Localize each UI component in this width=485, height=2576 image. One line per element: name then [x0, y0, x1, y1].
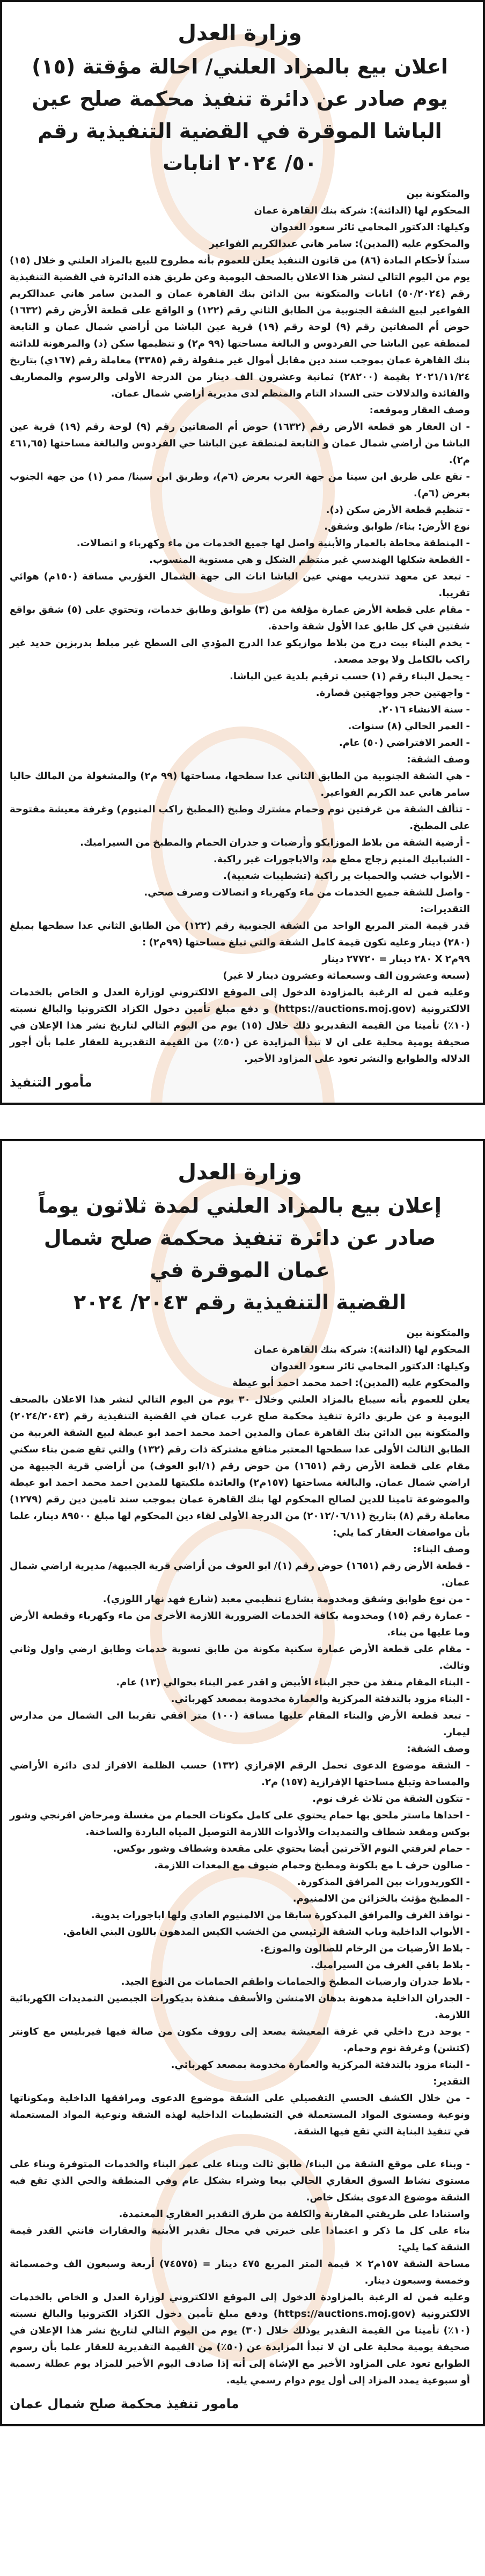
bullet-item: - تبعد قطعة الأرض والبناء المقام عليها مسافة (١٠٠) متر افقي تقريبا الى الشمال من مدارس ليمار. — [10, 1710, 471, 1738]
bullet-item: - الأبواب الداخلية وباب الشقة الرئيسي من الخشب الكيس المدهون باللون البني الغامق. — [63, 1926, 470, 1937]
paragraph: - وبناء على موقع الشقة من البناء/ طابق ثالث وبناء على عمر البناء والخدمات المتوفرة وبناء على مستوى نشاط السوق العقاري الحالي بيعا وشراء بشكل عام وفي المنطقة والحي الذي تقع فيه الشقة موضوع الدعوى بشكل خاص. — [10, 2159, 470, 2203]
section-heading: التقدير: — [433, 2076, 470, 2087]
bullet-item: - الشقة موضوع الدعوى تحمل الرقم الإفرازي (١٣٢) حسب الظلمة الافراز لدى دائرة الأراضي والمساحة وتبلغ مساحتها الإفرازية (١٥٧) م٢. — [10, 1760, 471, 1788]
bullet-item: - احداها ماستر ملحق بها حمام يحتوي على كامل مكونات الحمام من مغسلة ومرحاض افرنجي وشور بوكس ومقعد شطاف والتمديدات والأدوات اللازمة التوصيل المياه الباردة والساخنة. — [10, 1810, 470, 1838]
title-line: القضية التنفيذية رقم ٢٠٤٣/ ٢٠٢٤ — [73, 1290, 406, 1314]
paragraph: المحكوم لها (الدائنة): شركة بنك القاهرة عمان — [254, 1344, 470, 1355]
section-heading: وصف البناء: — [413, 1544, 470, 1555]
bullet-item: - بلاط باقي الغرف من السيراميك. — [310, 1959, 470, 1971]
paragraph: وعليه فمن له الرغبة بالمزاودة الدخول إلى الموقع الالكتروني لوزارة العدل و الخاص بالخدمات الالكترونية (https://auctions.moj.gov) و دفع مبلغ تأمين دخول الكزاد الكترونيا والبالغ نسبته (١٠٪) تأمينا من القيمة التقديريو ذلك خلال (١٥) يوم من اليوم التالي لتاريخ نشر هذا الإعلان في صحيفة يومية محلية على ان لا تبدأ المزايدة عن (٥٠٪) من القيمة التقديرية للعقار علما بأن أجور الدلاله والطوابع والنشر تعود على المزاود الأخير. — [10, 987, 471, 1065]
bullet-item: - يحمل البناء رقم (١) حسب ترقيم بلدية عين الباشا. — [230, 671, 470, 682]
bullet-item: - البناء مزود بالتدفئة المركزية والعمارة مخدومة بمصعد كهربائي. — [171, 1693, 470, 1705]
bullet-item: - تتكون الشقة من ثلاث غرف نوم. — [312, 1793, 470, 1804]
bullet-item: - العمر الافتراضي (٥٠) عام. — [339, 737, 470, 748]
bullet-item: - مقام على قطعة الأرض عمارة سكنية مكونة من طابق تسوية خدمات وطابق ارضي واول وثاني وثالث. — [10, 1643, 470, 1671]
bullet-item: - البناء مزود بالتدفئة المركزية والعمارة مخدومة بمصعد كهربائي. — [171, 2059, 470, 2071]
notice-title — [10, 1190, 470, 1318]
bullet-item: - حمام لغرفتي النوم الآخرتين أيضا يحتوي على مقعدة وشطاف وشور بوكس. — [113, 1843, 470, 1854]
paragraph: بناء على كل ما ذكر و اعتمادا على خبرتي في مجال تقدير الأبنية والعقارات فانني القدر قيمة الشقة كما يلي: — [10, 2225, 470, 2253]
bullet-item: - صالون حرف L مع بلكونة ومطبخ وحمام ضيوف مع المعدات اللازمة. — [154, 1860, 470, 1871]
bullet-item: - البناء المقام منفذ من حجر البناء الأبيض و اقدر عمر البناء بحوالي (١٣) عام. — [116, 1677, 470, 1688]
ministry-heading: وزارة العدل — [178, 1160, 302, 1185]
paragraph: والمتكونة بين — [406, 1327, 470, 1339]
paragraph: سنداً لأحكام المادة (٨٦) من قانون التنفيذ يعلن للعموم بأنه مطروح للبيع بالمزاد العلني و خلال (١٥) يوم من اليوم التالي لنشر هذا الاعلان بالصحف اليومية وعن طريق هذه الدائرة في القضية التنفيذية رقم (٥٠/٢٠٢٤) انابات والمتكونة بين الدائن بنك القاهرة عمان و المدين سامر هاني عبدالكريم الفواعير لبيع الشقة الجنوبية من الطابق الثاني رقم (١٢٢) و الواقع على قطعة الأرض رقم (١٦٣٢) حوض أم الصفاتين رقم (٩) لوحة رقم (١٩) قرية عين الباشا من أراضي شمال عمان و التابعة لمنطقة عين الباشا حي الفردوس و البالغة مساحتها (٩٩ م٢) و تنظيمها سكن (د) والمرهونة للدائنة بنك القاهرة عمان بموجب سند دين مقابل أموال غير منقولة رقم (٣٣٨٥) معاملة رقم (١٦٧ي) بتاريخ ٢٠٢١/١١/٢٤ بقيمة (٢٨٢٠٠) ثمانية وعشرون الف دينار من الدرجة الأولى والرسوم والمصاريف والفائدة والدلالات حتى السداد التام والمنظم لدى مديرية أراضي شمال عمان. — [10, 255, 471, 399]
bullet-item: - واجهتين حجر وواجهتين قصارة. — [315, 687, 470, 699]
ministry-heading: وزارة العدل — [178, 21, 302, 46]
title-line: عمان الموقرة في — [150, 1258, 330, 1282]
paragraph: والمحكوم عليه (المدين): سامر هاني عبدالكريم الفواعير — [209, 238, 470, 249]
bullet-item: - سنة الانشاء ٢٠١٦. — [378, 704, 470, 715]
title-line: صادر عن دائرة تنفيذ محكمة صلح شمال — [43, 1226, 436, 1250]
bullet-item: - يخدم البناء بيت درج من بلاط موازيكو عدا الدرج المؤدي الى السطح غير مبلط بدربزين حديد غير راكب بالكامل ولا يوجد مصعد. — [10, 637, 470, 665]
paragraph: يعلن للعموم بأنه سيباع بالمزاد العلني وخلال ٣٠ يوم من اليوم التالي لنشر هذا الاعلان بالصحف اليومية و عن طريق دائرة تنفيذ محكمة صلح غرب عمان في القضية التنفيذية رقم (٢٠٢٤/٢٠٤٣) والمتكونة بين الدائن بنك القاهرة عمان والمدين احمد محمد احمد ابو عيطة لبيع الشقة الغربية من الطابق الثالث الأولى عدا سطحها المعتبر منافع مشتركة ذات رقم (١٣٢) والتي تقع ضمن بناء سكني مقام على قطعة الأرض رقم (١٦٥١) من حوض رقم (١/ابو العوف) من أراضي قرية الجبيهة من اراضي شمال عمان. والبالغة مساحتها (١٥٧م٢) والعائدة ملكيتها للمدين احمد محمد احمد ابو عيطة والموضوعة تامينا للدين لصالح المحكوم لها بنك القاهرة عمان بموجب سند تامين دين رقم (١٢٧٩) معاملة رقم (٨) بتاريخ (٢٠١٢/٠٦/١١) من الدرجة الأولى لقاء دين المحكوم لها مبلغ ٨٩٥٠٠ دينار، علما بأن مواصفات العقار كما يلي: — [10, 1394, 471, 1538]
bullet-item: - القطعة شكلها الهندسي غير منتظم الشكل و هي مستوية المنسوب. — [149, 554, 470, 566]
bullet-item: - الأبواب خشب والحميات ير راكبة (تشطيبات شعبية). — [223, 870, 470, 882]
bullet-item: - بلاط الأرضيات من الرخام للصالون والموزع. — [260, 1943, 470, 1954]
title-line: الباشا الموقرة في القضية التنفيذية رقم — [38, 119, 442, 143]
title-line: يوم صادر عن دائرة تنفيذ محكمة صلح عين — [32, 87, 448, 111]
paragraph: قدر قيمة المتر المربع الواحد من الشقة الجنوبية رقم (١٢٢) من الطابق الثاني عدا سطحها بمبلغ (٢٨٠) دينار وعليه تكون قيمة كامل الشقة والتي تبلغ مساحتها (٩٩م٢) : — [10, 920, 470, 948]
bullet-item: - ان العقار هو قطعة الأرض رقم (١٦٣٢) حوض أم الصفاتين رقم (٩) لوحة رقم (١٩) قرية عين الباشا من أراضي شمال عمان و التابعة لمنطقة عين الباشا حي الفردوس والبالغة مساحتها (٤٦١,٦٥ م٢). — [10, 421, 470, 466]
section-heading: وصف العقار وموقعه: — [369, 405, 470, 416]
paragraph: واستنادا على طريقتي المقارنة والكلفة من طرق التقدير العقاري المعتمدة. — [119, 2208, 470, 2220]
section-heading: وصف الشقة: — [407, 754, 470, 765]
paragraph: وعليه فمن له الرغبة بالمزاودة الدخول إلى الموقع الالكتروني لوزارة العدل و الخاص بالخدمات الالكترونية (https://auctions.moj.gov) ودفع مبلغ تأمين دخول الكزاد الكترونيا والبالغ نسبته (١٠٪) تأمينا من القيمة التقدير يوذلك خلال (٣٠) يوم من اليوم التالي لتاريخ نشر هذا الإعلان في صحيفة يومية محلية على ان لا تبدأ المزايدة عن (٥٠٪) من القيمة التقديرية للعقار علما بأن رسوم الطوابع تعود على المزاود الأخير مع الإشاة إلى أنه إذا صادف اليوم الأخير للمزاد يوم عطلة رسمية أو سبوعية يمدد المزاد إلى أول يوم دوام رسمي يليه. — [10, 2292, 471, 2386]
section-heading: وصف الشقة: — [407, 1743, 470, 1755]
bullet-item: - من خلال الكشف الحسي التفصيلي على الشقة موضوع الدعوى ومرافقها الداخلية ومكوناتها ونوعية ومستوى المواد المستعملة في التشطيبات الداخلية لهذه الشقة ونوعية المواد المستعملة في تنفيذ البناية التي تقع فيها الشقة. — [10, 2093, 470, 2137]
title-line: ٥٠/ ٢٠٢٤ انابات — [163, 151, 317, 175]
bullet-item: - مقام على قطعة الأرض عمارة مؤلفة من (٣) طوابق وطابق خدمات، وتحتوي على (٥) شقق بواقع شقتين في كل طابق عدا الأول شقة واحدة. — [10, 604, 471, 632]
bullet-item: - المطبخ مؤثث بالخزائن من الالمنيوم. — [292, 1893, 470, 1904]
title-line: إعلان بيع بالمزاد العلني لمدة ثلاثون يوماً — [38, 1194, 442, 1217]
bullet-item: - واصل للشقة جميع الخدمات من ماء وكهرباء و اتصالات وصرف صحي. — [144, 887, 470, 898]
bullet-item: - المنطقة محاطة بالعمار والأبنية واصل لها جميع الخدمات من ماء وكهرباء و اتصالات. — [76, 538, 470, 549]
bullet-item: - نوافذ الغرف والمرافق المذكورة سابقا من الالمنيوم العادي ولها اباجورات يدوية. — [91, 1910, 470, 1921]
bullet-item: - تبعد عن معهد تتدريب مهني عين الباشا اناث الى جهة الشمال الغؤربي مسافة (١٥٠م) هوائي تقريبا. — [10, 571, 471, 599]
bullet-item: - تنظيم قطعة الأرض سكن (د). — [326, 504, 470, 516]
bullet-item: - من نوع طوابق وشقق ومخدومة بشارع تنظيمي معبد (شارع فهد نهار اللوزي). — [102, 1594, 470, 1605]
auction-notice-north-amman — [0, 1139, 485, 2426]
bullet-item: - الجدران الداخلية مدهونة بدهان الامنشن والأسقف منفذة بديكورات الجبصين التمديدات الكهربائية اللازمة. — [10, 1993, 470, 2021]
bullet-item: - الشبابيك المنيم زجاج مطع مد، والاباجورات غير راكبة. — [213, 854, 470, 865]
title-line: اعلان بيع بالمزاد العلني/ احالة مؤقتة (١٥) — [32, 55, 448, 78]
bullet-item: - الكوريدورات بين المرافق المذكورة. — [297, 1876, 470, 1888]
notice-body — [10, 186, 470, 1067]
bullet-item: - العمر الحالي (٨) سنوات. — [348, 721, 470, 732]
paragraph: مساحة الشقة ١٥٧م٢ × قيمة المتر المربع ٤٧٥ دينار = (٧٤٥٧٥) أربعة وسبعون الف وخمسمائة وخمسة وسبعون دينار. — [10, 2258, 470, 2286]
bullet-item: - تتألف الشقة من غرفتين نوم وحمام مشترك وطبخ (المطبخ راكب المنيوم) وغرفة معيشة مفتوحة على المطبخ. — [10, 804, 470, 832]
paragraph: المحكوم لها (الدائنة): شركة بنك القاهرة عمان — [254, 205, 470, 216]
paragraph: والمحكوم عليه (المدين): احمد محمد احمد أبو عيطة — [232, 1377, 470, 1389]
signature: مأمور التنفيذ — [10, 1075, 92, 1090]
bullet-item: - أرضية الشقة من بلاط الموزايكو وأرضيات و جدران الحمام والمطبخ من السيراميك. — [80, 837, 470, 848]
bullet-item: - بلاط جدران وارضيات المطبخ والحمامات واطقم الحمامات من النوع الجيد. — [121, 1976, 470, 1987]
paragraph: نوع الأرض: بناء/ طوابق وشقق. — [324, 521, 470, 532]
section-heading: التقديرات: — [420, 904, 470, 915]
bullet-item: - عمارة رقم (١٥) ومخدومة بكافة الخدمات الضرورية اللازمة الأخرى من ماء وكهرباء وقطعة الأرض وما عليها من بناء. — [10, 1610, 470, 1638]
auction-notice-ain-basha — [0, 0, 485, 1105]
paragraph: والمتكونة بين — [406, 188, 470, 200]
paragraph: ٩٩م٢ X ٢٨٠ دينار = ٢٧٧٢٠ دينار — [322, 953, 470, 965]
bullet-item: - تقع على طريق ابن سينا من جهة الغرب بعرض (٦م)، وطريق ابن سينا/ ممر (١) من جهة الجنوب بعرض (٦م). — [10, 471, 470, 499]
signature: مامور تنفيذ محكمة صلح شمال عمان — [10, 2396, 239, 2411]
paragraph: (سبعة وعشرون الف وسبعمائة وعشرون دينار لا غير) — [223, 970, 470, 981]
paragraph: وكيلها: الدكتور المحامي ثائر سعود العدوان — [270, 222, 470, 233]
paragraph: وكيلها: الدكتور المحامي ثائر سعود العدوان — [270, 1361, 470, 1372]
bullet-item: - يوجد درج داخلي في غرفة المعيشة يصعد إلى رووف مكون من صالة فيها فيربليس مع كاونتر (كتشن) وغرفة نوم وحمام. — [10, 2026, 470, 2054]
bullet-item: - هي الشقة الجنوبية من الطابق الثاني عدا سطحها، مساحتها (٩٩ م٢) والمشغولة من المالك حاليا سامر هاني عبد الكريم الفواعير. — [10, 770, 471, 798]
notice-body — [10, 1325, 470, 2389]
bullet-item: - قطعة الأرض رقم (١٦٥١) حوض رقم (١)/ ابو العوف من أراضي قرية الجبيهة/ مديرية اراضي شمال عمان. — [10, 1560, 470, 1588]
notice-title — [10, 50, 470, 179]
